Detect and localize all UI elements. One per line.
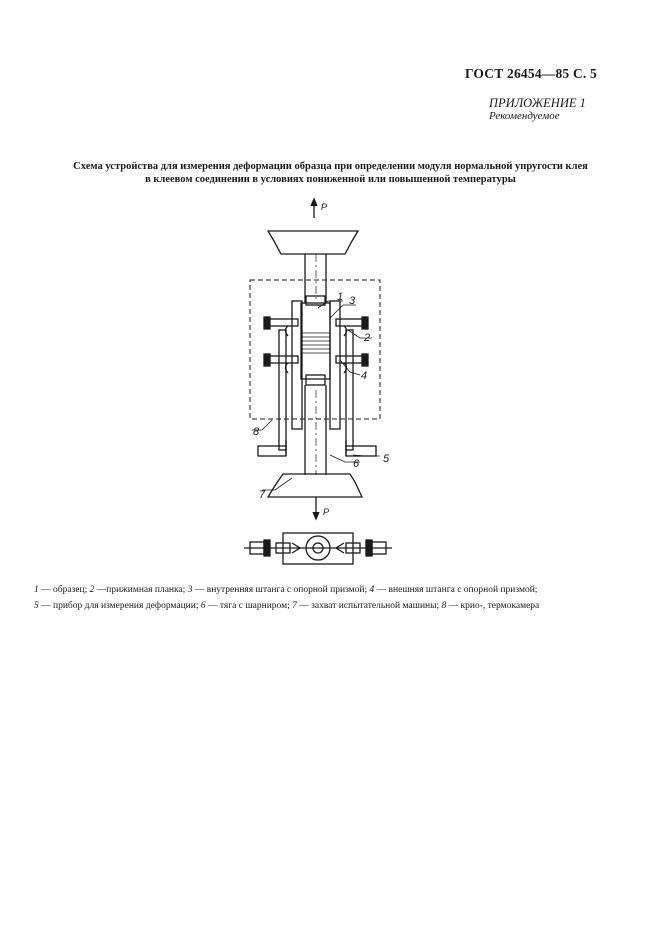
figure-title-line-2: в клеевом соединении в условиях пониженной или повышенной температуры — [145, 174, 516, 185]
specimen — [301, 296, 330, 385]
device-schematic — [0, 190, 661, 570]
tie-rod — [305, 385, 326, 475]
legend-number: 6 — [200, 601, 206, 611]
legend-line-1 — [34, 582, 634, 598]
callout-7: 7 — [259, 489, 266, 501]
upper-grip — [268, 231, 358, 254]
legend-number: 4 — [369, 585, 375, 595]
callout-8: 8 — [253, 426, 260, 438]
legend-number: 3 — [187, 585, 193, 595]
plan-view — [244, 533, 392, 564]
callout-6: 6 — [353, 458, 360, 470]
legend-text: — образец; — [38, 585, 90, 595]
thermochamber-outline — [250, 280, 380, 419]
figure-title — [40, 160, 621, 186]
force-arrow-bottom — [313, 497, 329, 519]
appendix-block — [489, 97, 586, 123]
legend-number: 7 — [292, 601, 297, 611]
legend-text: — внешняя штанга с опорной призмой; — [374, 585, 538, 595]
callout-2: 2 — [364, 332, 371, 344]
legend-number: 2 — [89, 585, 95, 595]
callout-3: 3 — [349, 295, 356, 307]
legend-text: —прижимная планка; — [94, 585, 188, 595]
appendix-note: Рекомендуемое — [489, 110, 560, 122]
figure-title-line-1: Схема устройства для измерения деформации образца при определении модуля нормальной упругости клея — [73, 161, 588, 172]
deformation-gauge — [258, 440, 376, 456]
legend-number: 5 — [34, 601, 39, 611]
force-label-bottom: P — [323, 507, 330, 517]
legend-text: — тяга с шарниром; — [205, 601, 293, 611]
force-arrow-top — [311, 199, 327, 218]
legend-number: 8 — [441, 601, 447, 611]
legend-text: — захват испытательной машины; — [296, 601, 442, 611]
legend-text: — внутренняя штанга с опорной призмой; — [192, 585, 370, 595]
standard-header: ГОСТ 26454—85 С. 5 — [464, 66, 597, 81]
force-label-top: P — [321, 202, 328, 212]
legend-text: — прибор для измерения деформации; — [38, 601, 201, 611]
legend-line-2 — [34, 598, 634, 614]
appendix-title: ПРИЛОЖЕНИЕ 1 — [489, 96, 586, 110]
figure-legend — [34, 582, 634, 614]
legend-number: 1 — [34, 585, 39, 595]
callout-4: 4 — [361, 370, 368, 382]
lower-grip — [268, 474, 362, 497]
callout-1: 1 — [337, 291, 344, 303]
legend-text: — крио-, термокамера — [446, 601, 540, 611]
callout-5: 5 — [383, 453, 390, 465]
